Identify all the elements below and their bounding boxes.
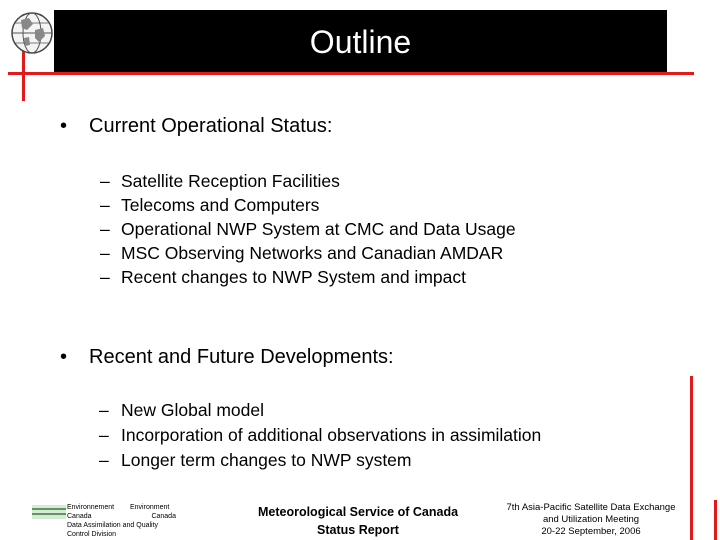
footer-center-line1: Meteorological Service of Canada	[257, 505, 459, 519]
footer-right-line2: and Utilization Meeting	[542, 514, 640, 525]
footer-right	[493, 502, 689, 538]
bullet: •	[60, 346, 68, 368]
dash: –	[99, 425, 109, 445]
bullet: •	[60, 115, 68, 137]
list-item: MSC Observing Networks and Canadian AMDAR	[121, 243, 504, 263]
list-item: Incorporation of additional observations in assimilation	[121, 425, 542, 445]
accent-line-right-edge	[714, 500, 717, 540]
footer-right-line3: 20-22 September, 2006	[541, 526, 641, 537]
slide-title: Outline	[309, 24, 412, 60]
list-item: New Global model	[121, 400, 264, 420]
dash: –	[100, 171, 110, 191]
dash: –	[99, 400, 109, 420]
footer-center-line2: Status Report	[317, 523, 399, 537]
dash: –	[99, 450, 109, 470]
list-item: Recent changes to NWP System and impact	[121, 267, 466, 287]
footer-left-line1a: Environnement	[67, 504, 115, 511]
footer-right-line1: 7th Asia-Pacific Satellite Data Exchange	[506, 502, 676, 513]
footer-left	[33, 503, 176, 539]
globe-icon	[9, 10, 55, 56]
footer-center	[238, 503, 478, 539]
section-heading: Recent and Future Developments:	[89, 346, 394, 368]
list-item: Satellite Reception Facilities	[121, 171, 340, 191]
footer-left-line1b: Environment	[130, 504, 170, 511]
title-bar	[54, 10, 667, 74]
footer-left-line4: Control Division	[67, 531, 117, 538]
section-heading: Current Operational Status:	[89, 115, 333, 137]
footer-left-line3: Data Assimilation and Quality	[67, 522, 159, 529]
accent-line-horizontal	[8, 72, 694, 75]
footer-left-line2b: Canada	[151, 513, 176, 520]
list-item: Operational NWP System at CMC and Data Usage	[121, 219, 516, 239]
dash: –	[100, 267, 110, 287]
list-item: Telecoms and Computers	[121, 195, 320, 215]
dash: –	[100, 195, 110, 215]
footer-left-line2a: Canada	[67, 513, 92, 520]
accent-line-right	[690, 376, 693, 540]
dash: –	[100, 219, 110, 239]
dash: –	[100, 243, 110, 263]
list-item: Longer term changes to NWP system	[121, 450, 412, 470]
